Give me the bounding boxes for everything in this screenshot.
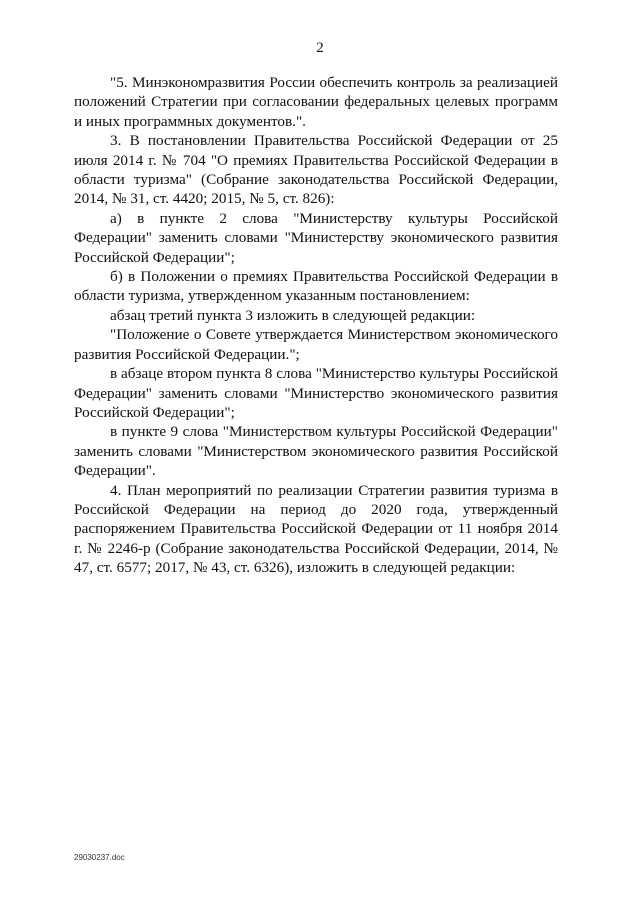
paragraph-point-9: в пункте 9 слова "Министерством культуры Российской Федерации" заменить словами "Министерством экономического развития Российской Федерации". xyxy=(74,423,558,480)
document-body xyxy=(74,73,558,578)
paragraph-item-3-resolution-704: 3. В постановлении Правительства Российской Федерации от 25 июля 2014 г. № 704 "О премиях Правительства Российской Федерации в области туризма" (Собрание законодательства Российской Федерации, 2014, № 31, ст. 4420; 2015, № 5, ст. 826): xyxy=(74,132,558,208)
page-number: 2 xyxy=(316,40,324,56)
paragraph-point-8-second-abstract: в абзаце втором пункта 8 слова "Министерство культуры Российской Федерации" заменить словами "Министерство экономического развития Российской Федерации"; xyxy=(74,365,558,421)
paragraph-item-4-tourism-plan: 4. План мероприятий по реализации Стратегии развития туризма в Российской Федерации на период до 2020 года, утвержденный распоряжением Правительства Российской Федерации от 11 ноября 2014 г. № 2246-р (Собрание законодательства Российской Федерации, 2014, № 47, ст. 6577; 2017, № 43, ст. 6326), изложить в следующей редакции: xyxy=(74,481,558,577)
paragraph-point-3-third-abstract: абзац третий пункта 3 изложить в следующей редакции: xyxy=(110,306,476,324)
paragraph-subitem-a: а) в пункте 2 слова "Министерству культуры Российской Федерации" заменить словами "Министерству экономического развития Российской Федерации"; xyxy=(74,209,558,266)
paragraph-subitem-b: б) в Положении о премиях Правительства Российской Федерации в области туризма, утвержденном указанным постановлением: xyxy=(74,268,558,305)
paragraph-minekonomrazvitiya-control: "5. Минэкономразвития России обеспечить контроль за реализацией положений Стратегии при согласовании федеральных целевых программ и иных программных документов.". xyxy=(74,74,558,130)
paragraph-council-statement: "Положение о Совете утверждается Министерством экономического развития Российской Федерации."; xyxy=(74,326,558,363)
footer-document-code: 29030237.doc xyxy=(74,853,125,862)
